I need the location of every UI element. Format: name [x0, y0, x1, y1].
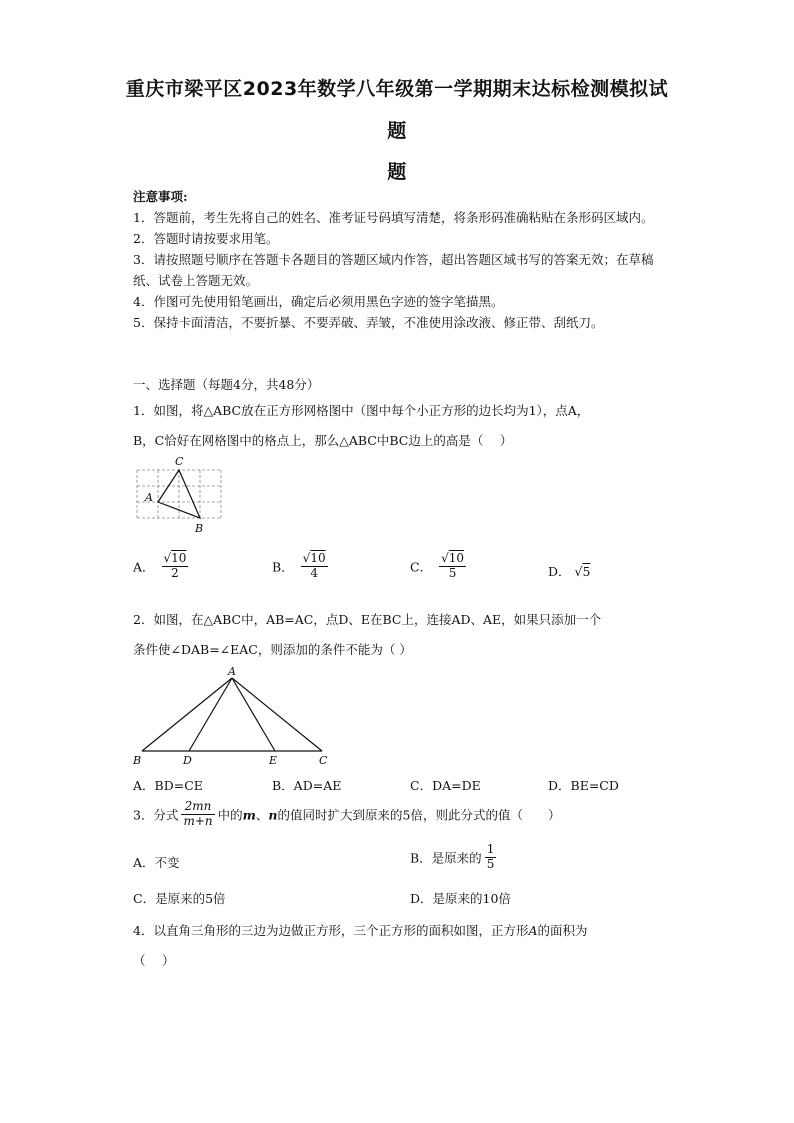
q1-stem-line1: 1．如图，将△ABC放在正方形网格图中（图中每个小正方形的边长均为1），点A，	[133, 403, 590, 418]
exam-title-line2: 题	[387, 120, 407, 142]
q1-option-a[interactable]: A． $\frac{√10}{2}$	[133, 551, 187, 580]
q3-option-a[interactable]: A．不变	[133, 855, 180, 870]
q1-option-c[interactable]: C． $\frac{√10}{5}$	[410, 551, 464, 580]
q3-option-c[interactable]: C．是原来的5倍	[133, 891, 226, 906]
q1-label-a: A	[145, 491, 153, 504]
q2-label-e: E	[269, 754, 278, 767]
q3-stem: 3．分式 $\frac{2mn}{m+n}$ 中的m、n的值同时扩大到原来的5倍，则此分式的值（ ）	[133, 799, 561, 828]
exam-title-line1: 重庆市梁平区2023年数学八年级第一学期期末达标检测模拟试	[125, 78, 669, 100]
note-item: 1．答题前，考生先将自己的姓名、准考证号码填写清楚，将条形码准确粘贴在条形码区域内。	[133, 210, 654, 225]
q2-label-a: A	[228, 665, 236, 678]
q1-label-c: C	[175, 455, 184, 468]
q2-option-d[interactable]: D．BE=CD	[548, 778, 619, 793]
q2-option-a[interactable]: A．BD=CE	[133, 778, 203, 793]
q2-stem-line2: 条件使∠DAB=∠EAC，则添加的条件不能为（ ）	[133, 642, 412, 657]
q1-label-b: B	[195, 522, 204, 535]
note-item: 4．作图可先使用铅笔画出，确定后必须用黑色字迹的签字笔描黑。	[133, 294, 504, 309]
q4-stem-line2: （ ）	[133, 953, 175, 968]
q2-stem-line1: 2．如图，在△ABC中，AB=AC，点D、E在BC上，连接AD、AE，如果只添加一个	[133, 612, 602, 627]
q4-stem-line1: 4．以直角三角形的三边为边做正方形，三个正方形的面积如图，正方形A的面积为	[133, 923, 588, 938]
q1-option-b[interactable]: B． $\frac{√10}{4}$	[272, 551, 326, 580]
q1-grid-figure	[133, 454, 225, 538]
notes-heading: 注意事项:	[133, 189, 188, 204]
q1-stem-line2: B，C恰好在网格图中的格点上，那么△ABC中BC边上的高是（ ）	[133, 433, 513, 448]
q2-label-d: D	[183, 754, 192, 767]
section-heading: 一、选择题（每题4分，共48分）	[133, 377, 320, 392]
exam-title-line3: 题	[387, 161, 407, 183]
note-item: 3．请按照题号顺序在答题卡各题目的答题区域内作答，超出答题区域书写的答案无效；在草稿纸、试卷上答题无效。	[133, 252, 654, 288]
q2-label-c: C	[319, 754, 328, 767]
notes-section	[133, 186, 673, 333]
note-item: 5．保持卡面清洁，不要折暴、不要弄破、弄皱，不准使用涂改液、修正带、刮纸刀。	[133, 315, 604, 330]
q3-option-d[interactable]: D．是原来的10倍	[410, 891, 511, 906]
q3-fraction: $\frac{2mn}{m+n}$	[183, 799, 213, 828]
q2-label-b: B	[133, 754, 142, 767]
q2-triangle-figure	[130, 662, 340, 768]
q2-option-b[interactable]: B．AD=AE	[272, 778, 342, 793]
q2-option-c[interactable]: C．DA=DE	[410, 778, 481, 793]
q1-option-d[interactable]: D． √5	[548, 564, 591, 579]
note-item: 2．答题时请按要求用笔。	[133, 231, 279, 246]
q3-option-b[interactable]: B．是原来的 $\frac{1}{5}$	[410, 842, 495, 871]
